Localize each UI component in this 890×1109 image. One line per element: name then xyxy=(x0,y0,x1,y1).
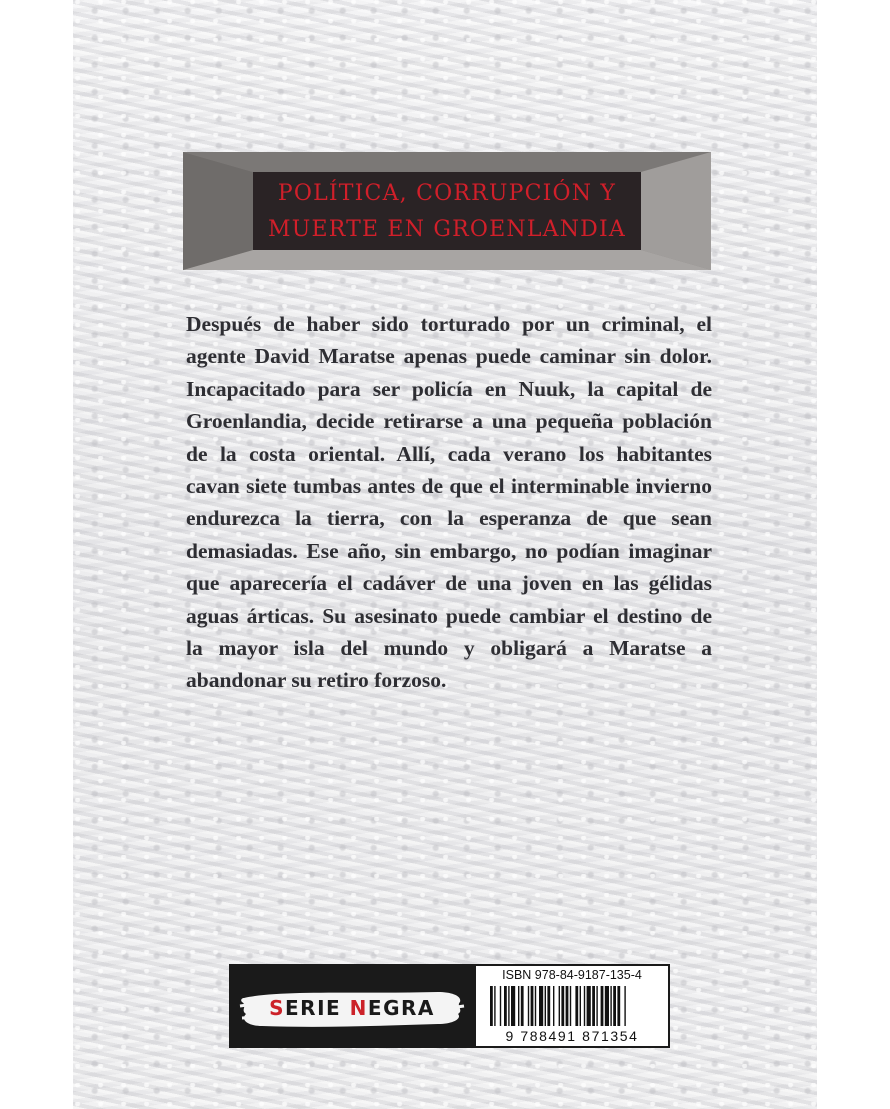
barcode-bar xyxy=(610,986,611,1026)
serie-negra-logo xyxy=(238,984,466,1032)
barcode-bar xyxy=(592,986,595,1026)
barcode-bar xyxy=(624,986,625,1026)
barcode-bar xyxy=(584,986,585,1026)
barcode-bar xyxy=(553,986,554,1026)
title-banner xyxy=(183,152,711,270)
barcode-icon xyxy=(480,986,664,1030)
barcode-bar xyxy=(500,986,501,1026)
barcode-bar xyxy=(605,986,609,1026)
banner-title-line-1: POLÍTICA, CORRUPCIÓN Y xyxy=(277,181,617,206)
serie-negra-wordmark xyxy=(238,984,466,1032)
barcode-bar xyxy=(561,986,564,1026)
banner-title xyxy=(253,172,641,252)
barcode-bar xyxy=(518,986,519,1026)
barcode-bar xyxy=(613,986,616,1026)
barcode-bar xyxy=(528,986,529,1026)
logo-letter-n: N xyxy=(349,996,368,1020)
barcode-bar xyxy=(575,986,578,1026)
barcode-bar xyxy=(545,986,546,1026)
barcode-bar xyxy=(508,986,509,1026)
barcode-bar xyxy=(601,986,604,1026)
barcode-bar xyxy=(490,986,493,1026)
barcode-bar xyxy=(521,986,524,1026)
barcode-bar xyxy=(539,986,543,1026)
isbn-label: ISBN 978-84-9187-135-4 xyxy=(502,968,642,982)
logo-word-serie-rest: ERIE xyxy=(285,996,342,1020)
logo-word-negra-rest: EGRA xyxy=(367,996,435,1020)
barcode-bar xyxy=(559,986,560,1026)
barcode-bar xyxy=(587,986,591,1026)
barcode-bar xyxy=(566,986,569,1026)
barcode-block xyxy=(476,966,668,1046)
barcode-bar xyxy=(570,986,571,1026)
barcode-bar xyxy=(531,986,534,1026)
barcode-bar xyxy=(504,986,507,1026)
barcode-bar xyxy=(580,986,581,1026)
barcode-bar xyxy=(596,986,597,1026)
barcode-bar xyxy=(494,986,495,1026)
synopsis-text: Después de haber sido torturado por un criminal, el agente David Maratse apenas puede caminar sin dolor. Incapacitado para ser policía en Nuuk, la capital de Groenlandia, decide retirarse a una pequeña población de la costa oriental. Allí, cada verano los habitantes cavan siete tumbas antes de que el interminable invierno endurezca la tierra, con la esperanza de que sean demasiadas. Ese año, sin embargo, no podían imaginar que aparecería el cadáver de una joven en las gélidas aguas árticas. Su asesinato puede cambiar el destino de la mayor isla del mundo y obligará a Maratse a abandonar su retiro forzoso. xyxy=(186,312,712,693)
barcode-bar xyxy=(617,986,620,1026)
logo-letter-s: S xyxy=(269,996,286,1020)
ean-digits: 9 788491 871354 xyxy=(505,1028,639,1044)
barcode-bar xyxy=(511,986,515,1026)
barcode-bar xyxy=(535,986,536,1026)
banner-title-line-2: MUERTE EN GROENLANDIA xyxy=(268,217,626,242)
barcode-bar xyxy=(547,986,550,1026)
